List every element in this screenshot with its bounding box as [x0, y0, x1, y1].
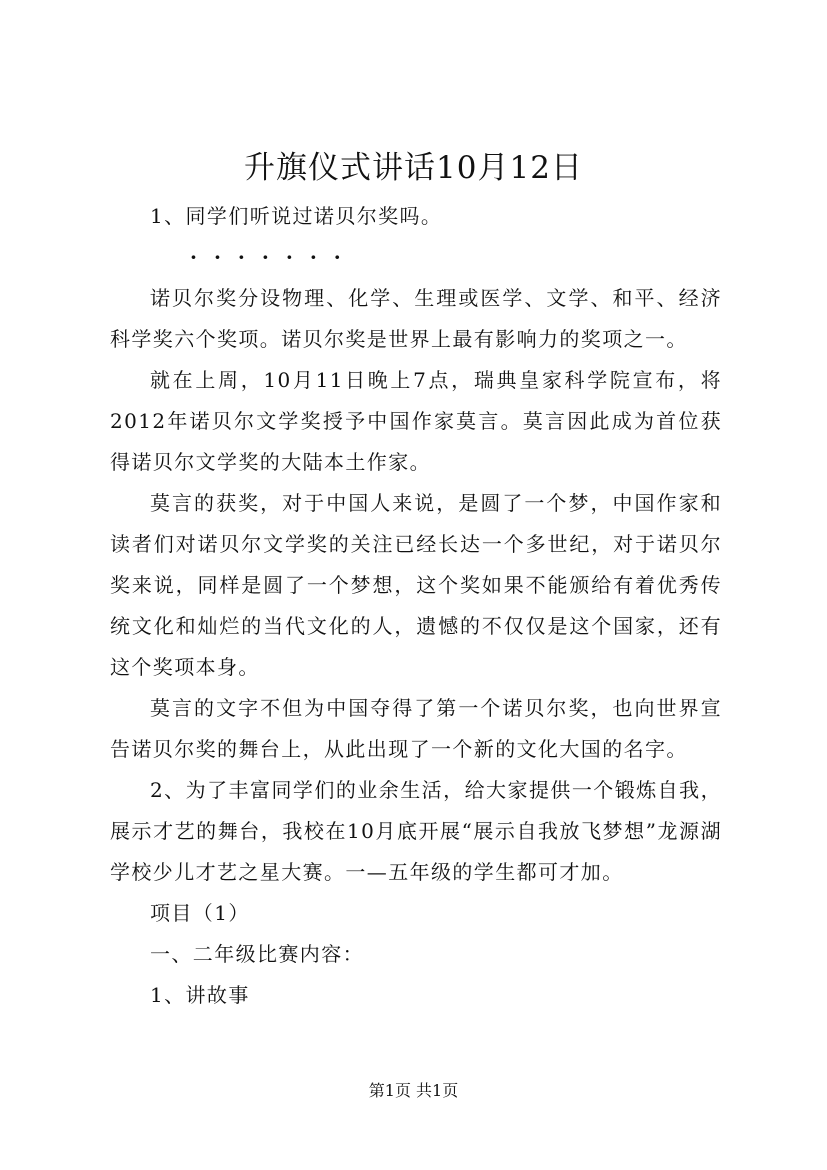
paragraph-4: 莫言的获奖，对于中国人来说，是圆了一个梦，中国作家和读者们对诺贝尔文学奖的关注已经长达一个多世纪，对于诺贝尔奖来说，同样是圆了一个梦想，这个奖如果不能颁给有着优秀传统文化和灿烂的当代文化的人，遗憾的不仅仅是这个国家，还有这个奖项本身。 — [110, 491, 722, 679]
paragraph-8: 一、二年级比赛内容： — [150, 942, 364, 966]
ellipsis-dots: ······· — [190, 245, 358, 269]
paragraph-9: 1、讲故事 — [150, 983, 250, 1007]
document-body — [110, 196, 722, 1016]
paragraph-3: 就在上周，10月11日晚上7点，瑞典皇家科学院宣布，将2012年诺贝尔文学奖授予中国作家莫言。莫言因此成为首位获得诺贝尔文学奖的大陆本土作家。 — [110, 368, 722, 474]
paragraph-1: 1、同学们听说过诺贝尔奖吗。 — [150, 204, 443, 228]
paragraph-7: 项目（1） — [150, 901, 250, 925]
document-title: 升旗仪式讲话10月12日 — [244, 150, 583, 186]
paragraph-6: 2、为了丰富同学们的业余生活，给大家提供一个锻炼自我，展示才艺的舞台，我校在10月底开展“展示自我放飞梦想”龙源湖学校少儿才艺之星大赛。一—五年级的学生都可才加。 — [110, 778, 722, 884]
paragraph-2: 诺贝尔奖分设物理、化学、生理或医学、文学、和平、经济科学奖六个奖项。诺贝尔奖是世界上最有影响力的奖项之一。 — [110, 286, 722, 351]
paragraph-5: 莫言的文字不但为中国夺得了第一个诺贝尔奖，也向世界宣告诺贝尔奖的舞台上，从此出现了一个新的文化大国的名字。 — [110, 696, 722, 761]
page-footer: 第1页 共1页 — [368, 1081, 459, 1100]
